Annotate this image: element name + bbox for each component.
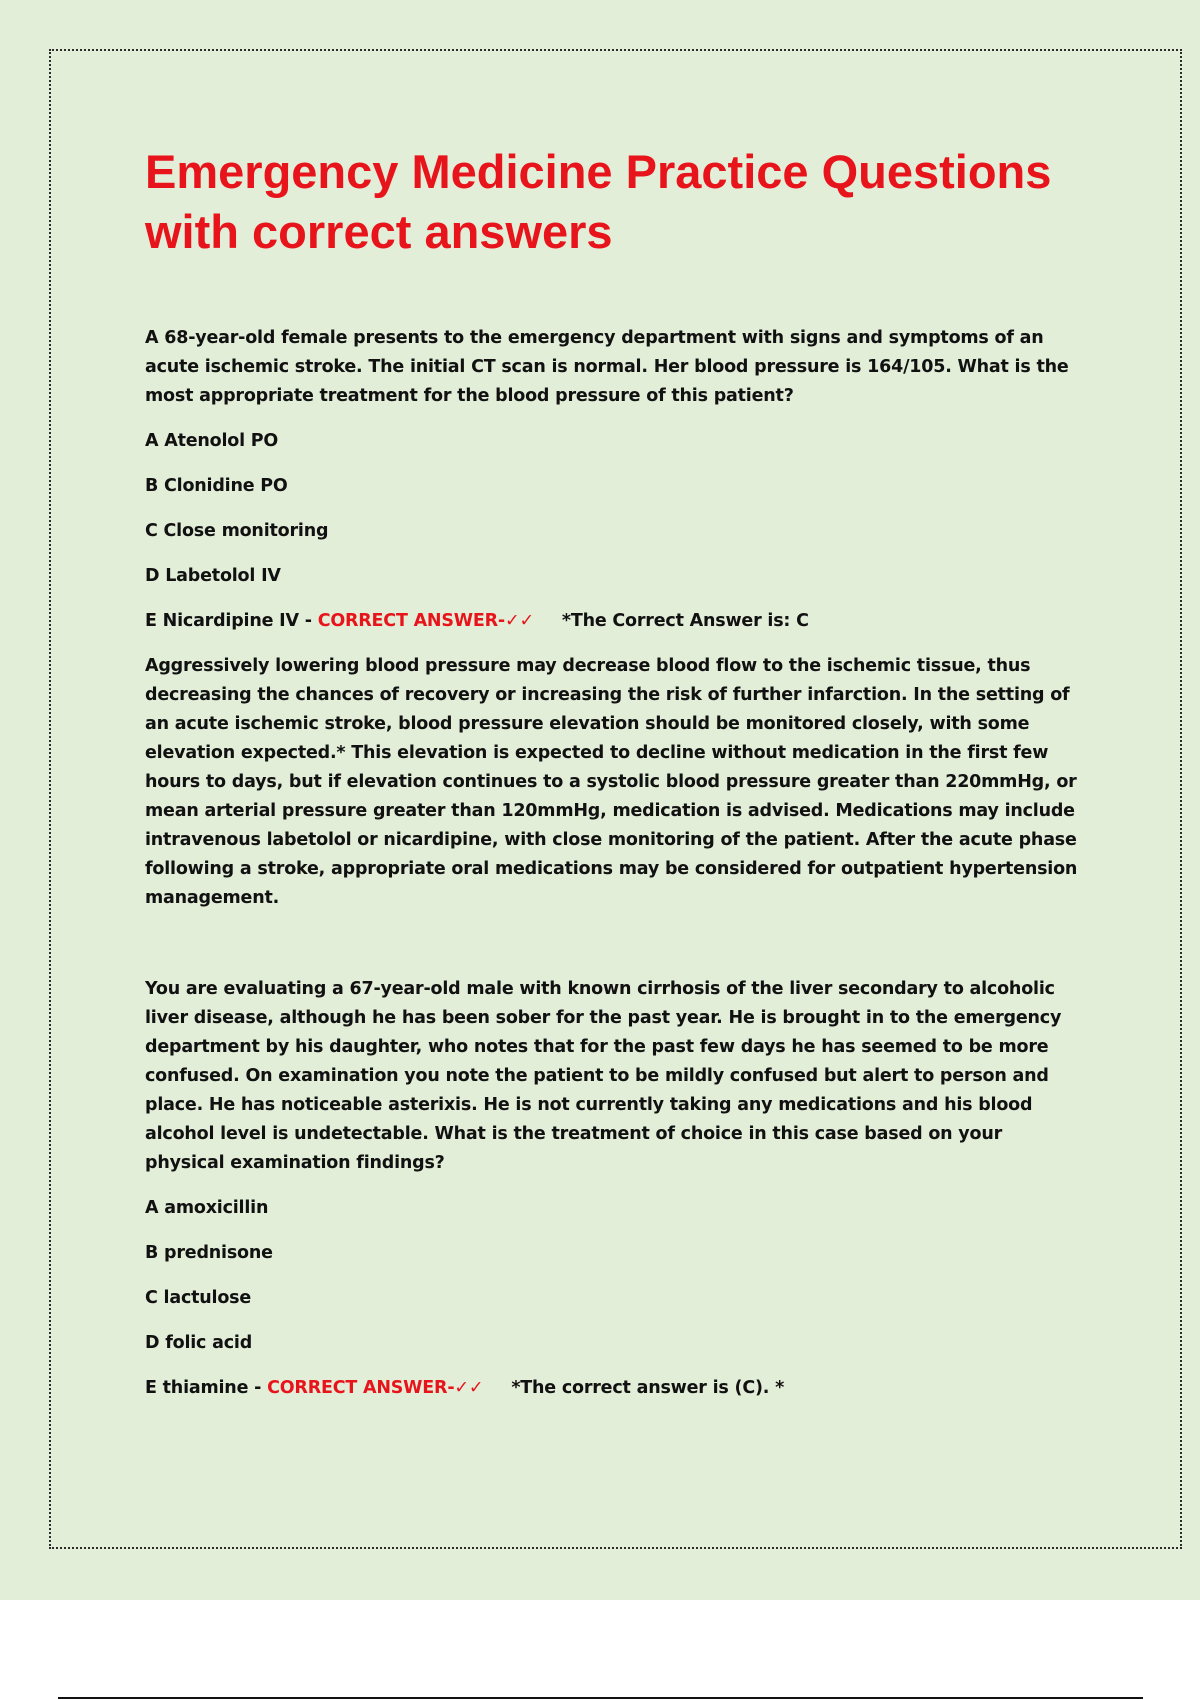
option-e (145, 607, 1085, 636)
question-stem: You are evaluating a 67-year-old male with known cirrhosis of the liver secondary to alcoholic liver disease, although he has been sober for the past year. He is brought in to the emergency department by his daughter, who notes that for the past few days he has seemed to be more confused. On examination you note the patient to be mildly confused but alert to person and place. He has noticeable asterixis. He is not currently taking any medications and his blood alcohol level is undetectable. What is the treatment of choice in this case based on your physical examination findings? (145, 979, 1062, 1173)
answer-note: *The Correct Answer is: C (561, 611, 809, 631)
question-2 (145, 975, 1085, 1403)
title-line-2: with correct answers (145, 205, 613, 258)
option-d: D Labetolol IV (145, 566, 281, 586)
answer-explanation: Aggressively lowering blood pressure may decrease blood flow to the ischemic tissue, thus decreasing the chances of recovery or increasing the risk of further infarction. In the setting of an acute ischemic stroke, blood pressure elevation should be monitored closely, with some elevation expected.* This elevation is expected to decline without medication in the first few hours to days, but if elevation continues to a systolic blood pressure greater than 220mmHg, or mean arterial pressure greater than 120mmHg, medication is advised. Medications may include intravenous labetolol or nicardipine, with close monitoring of the patient. After the acute phase following a stroke, appropriate oral medications may be considered for outpatient hypertension management. (145, 656, 1078, 908)
option-d: D folic acid (145, 1333, 253, 1353)
option-e-text: E thiamine - (145, 1378, 268, 1398)
option-b: B prednisone (145, 1243, 273, 1263)
option-a: A amoxicillin (145, 1198, 269, 1218)
option-a: A Atenolol PO (145, 431, 279, 451)
correct-answer-tag: CORRECT ANSWER-✓✓ (267, 1378, 484, 1398)
answer-note: *The correct answer is (C). * (511, 1378, 785, 1398)
correct-answer-tag: CORRECT ANSWER-✓✓ (317, 611, 534, 631)
option-e-text: E Nicardipine IV - (145, 611, 318, 631)
option-b: B Clonidine PO (145, 476, 288, 496)
title-line-1: Emergency Medicine Practice Questions (145, 145, 1052, 198)
question-1 (145, 324, 1085, 913)
question-stem: A 68-year-old female presents to the emergency department with signs and symptoms of an acute ischemic stroke. The initial CT scan is normal. Her blood pressure is 164/105. What is the most appropriate treatment for the blood pressure of this patient? (145, 328, 1069, 406)
option-e (145, 1374, 1085, 1403)
document-title (145, 142, 1105, 262)
document-body (145, 324, 1085, 1419)
option-c: C lactulose (145, 1288, 252, 1308)
footer-rule (58, 1697, 1143, 1699)
option-c: C Close monitoring (145, 521, 329, 541)
